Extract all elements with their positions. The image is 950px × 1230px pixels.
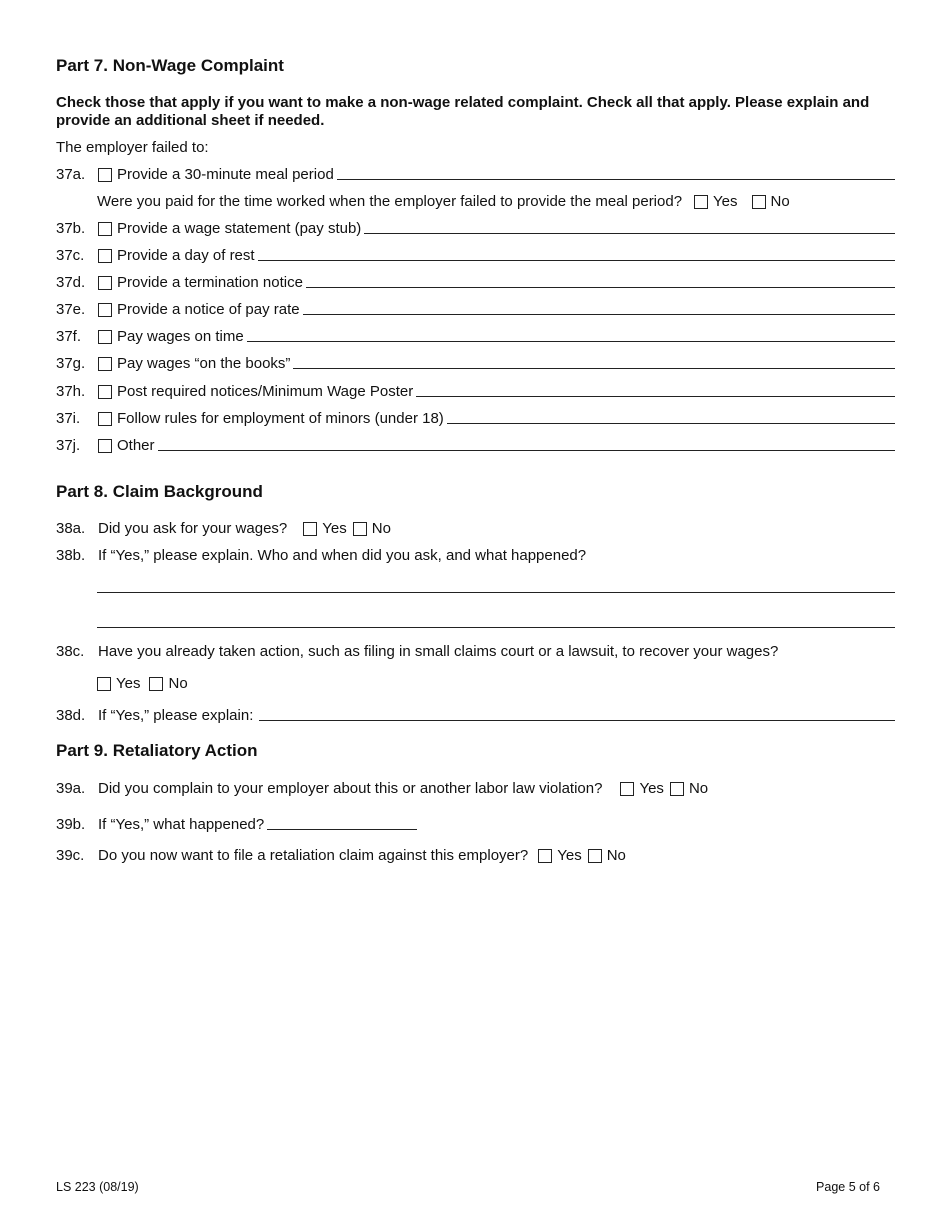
explain-line-37j[interactable] xyxy=(158,449,895,451)
answer-line-39b[interactable] xyxy=(267,828,417,830)
question-39b xyxy=(56,813,895,833)
meal-question-text: Were you paid for the time worked when the employer failed to provide the meal period? xyxy=(97,193,683,210)
page-number: Page 5 of 6 xyxy=(816,1180,880,1194)
item-number: 37g. xyxy=(56,355,86,372)
item-37b xyxy=(56,217,895,237)
explain-line-37a[interactable] xyxy=(337,178,895,180)
part8-heading: Part 8. Claim Background xyxy=(56,482,263,501)
question-text: Have you already taken action, such as filing in small claims court or a lawsuit, to recover your wages? xyxy=(98,643,779,660)
explain-line-37e[interactable] xyxy=(303,313,895,315)
answer-line-38b-2[interactable] xyxy=(97,627,895,628)
item-number: 37i. xyxy=(56,410,81,427)
yes-label: Yes xyxy=(639,780,664,797)
item-label: Pay wages “on the books” xyxy=(117,355,291,372)
item-37e xyxy=(56,298,895,318)
part7-instructions: Check those that apply if you want to make a non-wage related complaint. Check all that apply. Please explain and provide an additional sheet if needed. xyxy=(56,94,870,129)
question-number: 38b. xyxy=(56,547,86,564)
checkbox-37g[interactable] xyxy=(98,357,112,371)
item-37i xyxy=(56,407,895,427)
item-label: Provide a notice of pay rate xyxy=(117,301,300,318)
question-text: Did you complain to your employer about this or another labor law violation? xyxy=(98,780,603,797)
explain-line-37i[interactable] xyxy=(447,422,895,424)
yes-label: Yes xyxy=(322,520,347,537)
item-label: Pay wages on time xyxy=(117,328,244,345)
question-number: 38d. xyxy=(56,707,86,724)
explain-line-37f[interactable] xyxy=(247,340,895,342)
checkbox-38a-no[interactable] xyxy=(353,522,367,536)
question-38c xyxy=(56,640,895,660)
yes-label: Yes xyxy=(557,847,582,864)
no-label: No xyxy=(770,193,790,210)
item-37h xyxy=(56,380,895,400)
question-38b xyxy=(56,544,895,564)
no-label: No xyxy=(371,520,391,537)
question-text: If “Yes,” what happened? xyxy=(98,816,265,833)
checkbox-37e[interactable] xyxy=(98,303,112,317)
item-number: 37j. xyxy=(56,437,81,454)
checkbox-37f[interactable] xyxy=(98,330,112,344)
item-37j xyxy=(56,434,895,454)
item-number: 37b. xyxy=(56,220,86,237)
checkbox-37d[interactable] xyxy=(98,276,112,290)
form-id: LS 223 (08/19) xyxy=(56,1180,139,1194)
item-label: Provide a wage statement (pay stub) xyxy=(117,220,362,237)
checkbox-39c-yes[interactable] xyxy=(538,849,552,863)
checkbox-meal-no[interactable] xyxy=(752,195,766,209)
item-number: 37e. xyxy=(56,301,86,318)
explain-line-37c[interactable] xyxy=(258,259,895,261)
checkbox-39a-yes[interactable] xyxy=(620,782,634,796)
question-38c-options xyxy=(97,672,895,692)
question-text: If “Yes,” please explain. Who and when did you ask, and what happened? xyxy=(98,547,587,564)
part7-heading: Part 7. Non-Wage Complaint xyxy=(56,56,284,75)
item-37f xyxy=(56,325,895,345)
question-38d xyxy=(56,704,895,724)
explain-line-37b[interactable] xyxy=(364,232,895,234)
checkbox-38c-yes[interactable] xyxy=(97,677,111,691)
question-text: Did you ask for your wages? xyxy=(98,520,288,537)
question-38a xyxy=(56,517,895,537)
part9-heading: Part 9. Retaliatory Action xyxy=(56,741,258,760)
explain-line-37g[interactable] xyxy=(293,367,895,369)
checkbox-39c-no[interactable] xyxy=(588,849,602,863)
question-39a xyxy=(56,777,895,797)
item-number: 37c. xyxy=(56,247,85,264)
checkbox-37h[interactable] xyxy=(98,385,112,399)
item-number: 37h. xyxy=(56,383,86,400)
item-label: Provide a day of rest xyxy=(117,247,255,264)
item-37g xyxy=(56,352,895,372)
item-label: Provide a 30-minute meal period xyxy=(117,166,334,183)
checkbox-meal-yes[interactable] xyxy=(694,195,708,209)
item-label: Post required notices/Minimum Wage Poster xyxy=(117,383,414,400)
item-number: 37a. xyxy=(56,166,86,183)
question-number: 39c. xyxy=(56,847,85,864)
question-number: 39b. xyxy=(56,816,86,833)
question-text: Do you now want to file a retaliation claim against this employer? xyxy=(98,847,529,864)
item-label: Provide a termination notice xyxy=(117,274,303,291)
checkbox-39a-no[interactable] xyxy=(670,782,684,796)
checkbox-37c[interactable] xyxy=(98,249,112,263)
checkbox-37i[interactable] xyxy=(98,412,112,426)
checkbox-37b[interactable] xyxy=(98,222,112,236)
meal-period-question xyxy=(97,190,895,210)
item-37d xyxy=(56,271,895,291)
checkbox-37a[interactable] xyxy=(98,168,112,182)
no-label: No xyxy=(168,675,188,692)
item-label: Follow rules for employment of minors (under 18) xyxy=(117,410,444,427)
no-label: No xyxy=(688,780,709,797)
no-label: No xyxy=(606,847,626,864)
item-number: 37d. xyxy=(56,274,86,291)
answer-line-38b-1[interactable] xyxy=(97,592,895,593)
yes-label: Yes xyxy=(116,675,141,692)
explain-line-37d[interactable] xyxy=(306,286,895,288)
question-number: 39a. xyxy=(56,780,86,797)
answer-line-38d[interactable] xyxy=(259,719,895,721)
item-label: Other xyxy=(117,437,155,454)
question-number: 38a. xyxy=(56,520,86,537)
yes-label: Yes xyxy=(713,193,738,210)
question-number: 38c. xyxy=(56,643,85,660)
item-37c xyxy=(56,244,895,264)
question-39c xyxy=(56,844,895,864)
checkbox-38a-yes[interactable] xyxy=(303,522,317,536)
question-text: If “Yes,” please explain: xyxy=(98,707,254,724)
explain-line-37h[interactable] xyxy=(416,395,895,397)
item-37a xyxy=(56,163,895,183)
part7-intro: The employer failed to: xyxy=(56,139,209,156)
checkbox-37j[interactable] xyxy=(98,439,112,453)
item-number: 37f. xyxy=(56,328,82,345)
checkbox-38c-no[interactable] xyxy=(149,677,163,691)
